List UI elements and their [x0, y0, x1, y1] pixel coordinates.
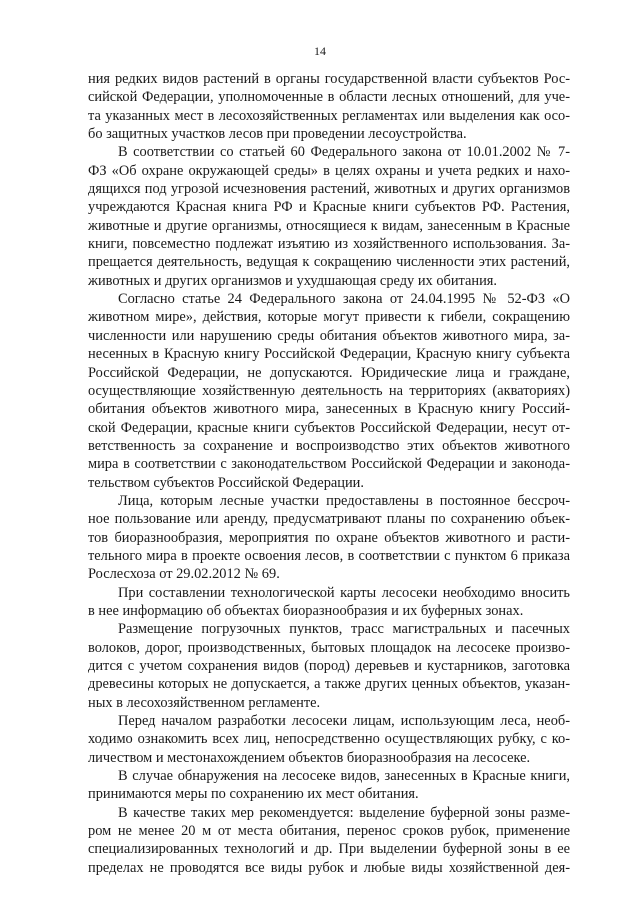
- text-line: В качестве таких мер рекомендуется: выделение буферной зоны разме-: [118, 804, 570, 821]
- text-line: дится с учетом сохранения видов (пород) деревьев и кустарников, заготовка: [88, 658, 570, 674]
- text-line: В соответствии со статьей 60 Федерального закона от 10.01.2002 № 7-: [118, 144, 570, 161]
- text-line: Рослесхоза от 29.02.2012 № 69.: [88, 566, 280, 583]
- text-line: дящихся под угрозой исчезновения растений, животных и других организмов: [88, 181, 570, 198]
- text-line: древесины которых не допускается, а также других ценных объектов, указан-: [88, 676, 570, 693]
- text-line: прещается деятельность, ведущая к сокращению численности этих растений,: [88, 254, 570, 271]
- text-line: численности или нарушению среды обитания объектов животного мира, за-: [88, 327, 570, 344]
- text-line: та указанных мест в лесохозяйственных регламентах или выделения как осо-: [88, 107, 570, 124]
- text-line: волоков, дорог, производственных, бытовых площадок на лесосеке произво-: [88, 639, 570, 656]
- text-line: животном мире», действия, которые могут привести к гибели, сокращению: [88, 309, 570, 326]
- text-line: ходимо ознакомить всех лиц, непосредственно осуществляющих рубку, с ко-: [88, 731, 570, 748]
- page-body-text: [88, 70, 570, 877]
- text-line: Согласно статье 24 Федерального закона от 24.04.1995 № 52-ФЗ «О: [118, 291, 570, 308]
- text-line: Российской Федерации, не допускаются. Юридические лица и граждане,: [88, 364, 570, 381]
- text-line: ФЗ «Об охране окружающей среды» в целях охраны и учета редких и нахо-: [88, 162, 570, 179]
- text-line: животных и других организмов и ухудшающая среду их обитания.: [88, 272, 498, 289]
- text-line: Размещение погрузочных пунктов, трасс магистральных и пасечных: [118, 621, 570, 638]
- text-line: личеством и местонахождением объектов биоразнообразия на лесосеке.: [88, 749, 531, 766]
- page-number: 14: [314, 44, 326, 58]
- text-line: ветственность за сохранение и воспроизводство этих объектов животного: [88, 437, 570, 454]
- text-line: пределах не проводятся все виды рубок и любые виды хозяйственной дея-: [88, 859, 570, 876]
- text-line: При составлении технологической карты лесосеки необходимо вносить: [118, 584, 570, 601]
- text-line: В случае обнаружения на лесосеке видов, занесенных в Красные книги,: [118, 768, 570, 785]
- text-line: тельного мира в проекте освоения лесов, в соответствии с пунктом 6 приказа: [88, 547, 570, 564]
- text-line: ных в лесохозяйственном регламенте.: [88, 694, 321, 711]
- text-line: ния редких видов растений в органы государственной власти субъектов Рос-: [88, 71, 570, 87]
- text-line: тов биоразнообразия, мероприятия по охране объектов животного и расти-: [88, 529, 570, 546]
- text-line: обитания объектов животного мира, занесенных в Красную книгу Россий-: [88, 401, 570, 418]
- text-line: специализированных технологий и др. При выделении буферной зоны в ее: [88, 841, 570, 858]
- text-line: Перед началом разработки лесосеки лицам, использующим леса, необ-: [118, 713, 570, 730]
- text-line: ное пользование или аренду, предусматривают планы по сохранению объек-: [88, 511, 570, 528]
- text-line: Лица, которым лесные участки предоставлены в постоянное бессроч-: [118, 492, 570, 509]
- text-line: несенных в Красную книгу Российской Федерации, Красную книгу субъекта: [88, 346, 570, 363]
- text-line: в нее информацию об объектах биоразнообразия и их буферных зонах.: [88, 602, 524, 619]
- text-line: мира в соответствии с законодательством Российской Федерации и законода-: [88, 456, 570, 473]
- text-line: принимаются меры по сохранению их мест обитания.: [88, 786, 419, 803]
- text-line: книги, повсеместно подлежат изъятию из хозяйственного использования. За-: [88, 236, 570, 253]
- text-line: сийской Федерации, уполномоченные в области лесных отношений, для уче-: [88, 89, 570, 106]
- text-line: ром не менее 20 м от места обитания, перенос сроков рубок, применение: [88, 823, 570, 840]
- text-line: бо защитных участков лесов при проведении лесоустройства.: [88, 126, 467, 143]
- text-line: тельством субъектов Российской Федерации.: [88, 474, 364, 491]
- text-line: учреждаются Красная книга РФ и Красные книги субъектов РФ. Растения,: [88, 199, 570, 216]
- text-line: осуществляющие хозяйственную деятельность на территориях (акваториях): [88, 382, 570, 399]
- text-line: животные и другие организмы, относящиеся к видам, занесенным в Красные: [88, 217, 570, 234]
- text-line: ской Федерации, красные книги субъектов Российской Федерации, несут от-: [88, 419, 570, 436]
